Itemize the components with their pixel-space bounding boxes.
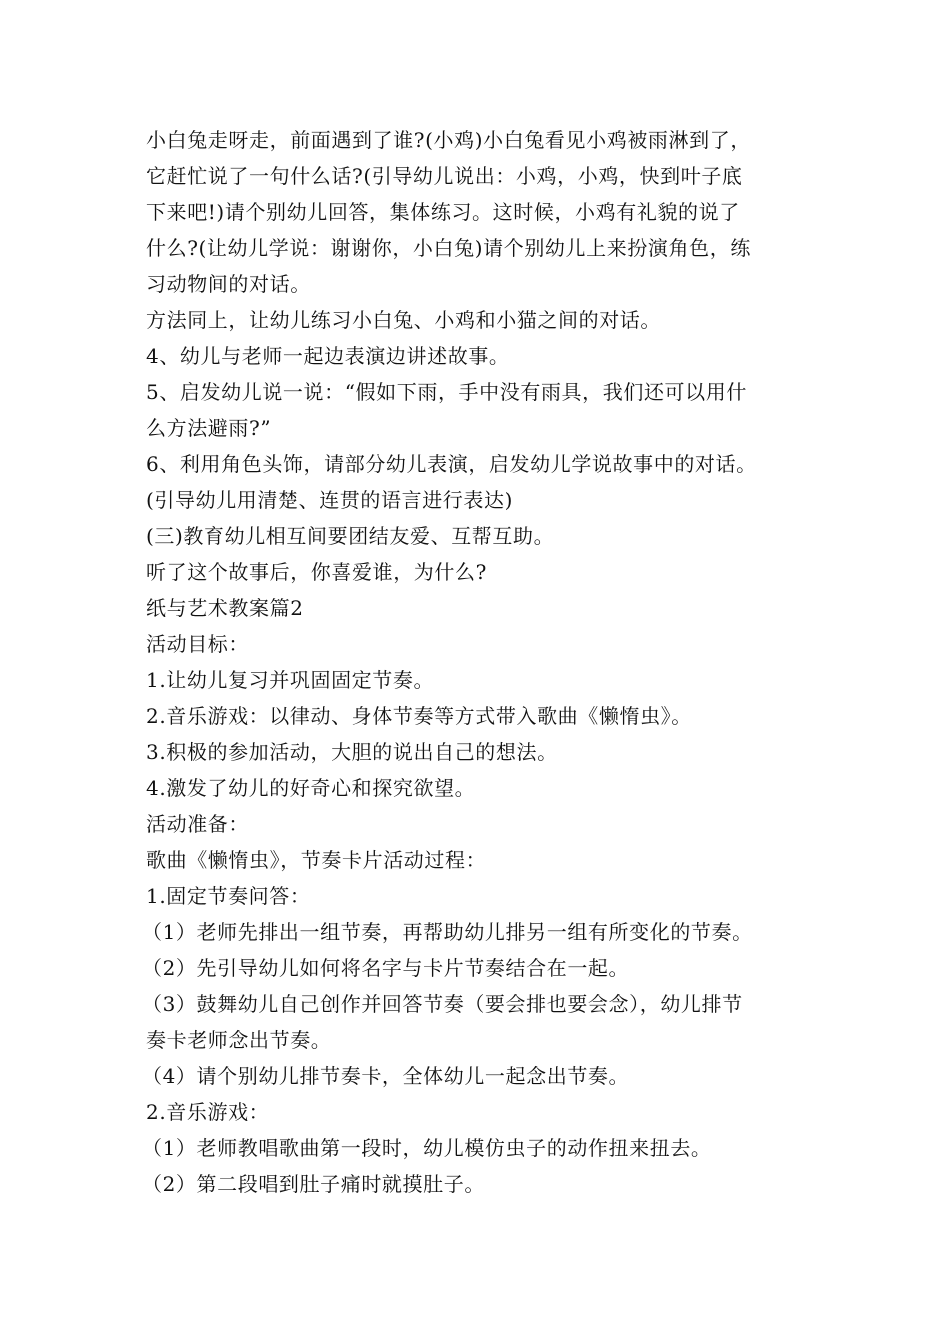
text-line: 6、利用角色头饰，请部分幼儿表演，启发幼儿学说故事中的对话。 xyxy=(146,452,757,476)
text-line: 5、启发幼儿说一说：“假如下雨，手中没有雨具，我们还可以用什 xyxy=(146,380,747,404)
text-line: 2.音乐游戏： xyxy=(146,1100,270,1124)
text-line: 听了这个故事后，你喜爱谁，为什么? xyxy=(146,560,487,584)
text-line: 1.让幼儿复习并巩固固定节奏。 xyxy=(146,668,435,692)
text-line: （3）鼓舞幼儿自己创作并回答节奏（要会排也要会念），幼儿排节 xyxy=(142,992,743,1016)
text-line: 习动物间的对话。 xyxy=(146,272,311,296)
document-body xyxy=(142,122,836,1202)
text-line: 3.积极的参加活动，大胆的说出自己的想法。 xyxy=(146,740,558,764)
text-line: 歌曲《懒惰虫》，节奏卡片活动过程： xyxy=(146,848,487,872)
text-line: （1）老师先排出一组节奏，再帮助幼儿排另一组有所变化的节奏。 xyxy=(142,920,753,944)
text-line: 小白兔走呀走，前面遇到了谁?(小鸡)小白兔看见小鸡被雨淋到了， xyxy=(146,128,751,152)
text-line: （2）先引导幼儿如何将名字与卡片节奏结合在一起。 xyxy=(142,956,630,980)
section-heading: 纸与艺术教案篇2 xyxy=(146,596,304,620)
text-line: 1.固定节奏问答： xyxy=(146,884,311,908)
text-line: 活动目标： xyxy=(146,632,249,656)
text-line: (三)教育幼儿相互间要团结友爱、互帮互助。 xyxy=(146,524,555,548)
text-line: （4）请个别幼儿排节奏卡，全体幼儿一起念出节奏。 xyxy=(142,1064,630,1088)
text-line: （2）第二段唱到肚子痛时就摸肚子。 xyxy=(142,1172,485,1196)
text-line: 奏卡老师念出节奏。 xyxy=(146,1028,332,1052)
text-line: （1）老师教唱歌曲第一段时，幼儿模仿虫子的动作扭来扭去。 xyxy=(142,1136,712,1160)
text-line: 活动准备： xyxy=(146,812,249,836)
text-line: 它赶忙说了一句什么话?(引导幼儿说出：小鸡，小鸡，快到叶子底 xyxy=(146,164,743,188)
text-line: 什么?(让幼儿学说：谢谢你，小白兔)请个别幼儿上来扮演角色，练 xyxy=(146,236,751,260)
text-line: (引导幼儿用清楚、连贯的语言进行表达) xyxy=(146,488,514,512)
text-line: 4.激发了幼儿的好奇心和探究欲望。 xyxy=(146,776,476,800)
text-line: 4、幼儿与老师一起边表演边讲述故事。 xyxy=(146,344,510,368)
text-line: 么方法避雨?” xyxy=(146,416,272,440)
text-line: 方法同上，让幼儿练习小白兔、小鸡和小猫之间的对话。 xyxy=(146,308,661,332)
text-line: 2.音乐游戏：以律动、身体节奏等方式带入歌曲《懒惰虫》。 xyxy=(146,704,692,728)
text-line: 下来吧!)请个别幼儿回答，集体练习。这时候，小鸡有礼貌的说了 xyxy=(146,200,740,224)
